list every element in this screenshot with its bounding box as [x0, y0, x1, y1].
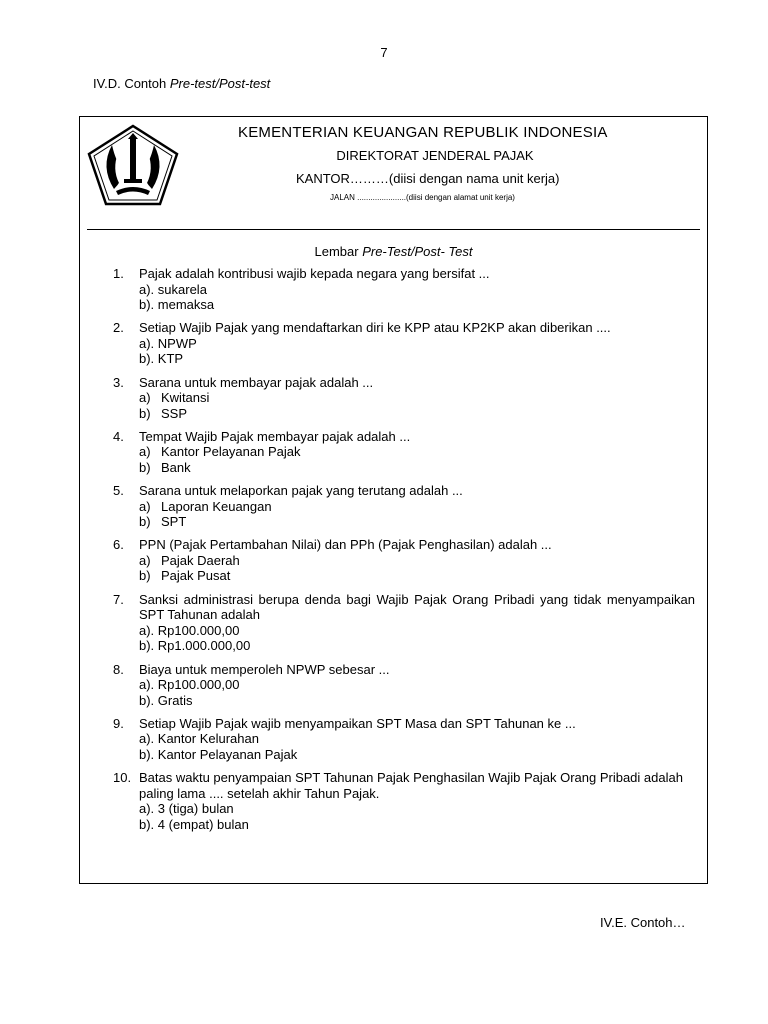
question-number: 10. — [113, 770, 132, 786]
question-text: Setiap Wajib Pajak yang mendaftarkan diri ke KPP atau KP2KP akan diberikan .... — [139, 320, 611, 336]
answer-option: a) Kwitansi — [139, 390, 210, 406]
test-sheet-frame — [79, 116, 708, 884]
question-text: Tempat Wajib Pajak membayar pajak adalah ... — [139, 428, 411, 444]
question-item — [113, 320, 695, 367]
answer-option: b). KTP — [139, 351, 184, 367]
next-section-footer: IV.E. Contoh… — [600, 915, 686, 930]
question-number: 1. — [113, 266, 124, 281]
question-item — [113, 483, 695, 530]
question-number: 2. — [113, 320, 124, 336]
question-number: 5. — [113, 483, 124, 499]
answer-option: a). Rp100.000,00 — [139, 677, 240, 693]
question-item — [113, 716, 695, 763]
question-item — [113, 662, 695, 709]
question-text: Sarana untuk membayar pajak adalah ... — [139, 374, 374, 390]
answer-option: b) Bank — [139, 459, 191, 475]
question-text: Batas waktu penyampaian SPT Tahunan Pajak Penghasilan Wajib Pajak Orang Pribadi adalah paling lama .... setelah akhir Tahun Pajak. — [139, 770, 683, 801]
answer-option: b). Gratis — [139, 692, 193, 708]
answer-option: b) SSP — [139, 405, 188, 421]
answer-option: a). NPWP — [139, 335, 197, 351]
question-text: Setiap Wajib Pajak wajib menyampaikan SPT Masa dan SPT Tahunan ke ... — [139, 715, 576, 731]
ministry-emblem-logo — [86, 123, 180, 207]
header-divider — [87, 229, 700, 230]
question-number: 3. — [113, 374, 124, 390]
answer-option: b). 4 (empat) bulan — [139, 816, 249, 832]
question-text: PPN (Pajak Pertambahan Nilai) dan PPh (Pajak Penghasilan) adalah ... — [139, 537, 552, 553]
question-list — [113, 266, 695, 840]
address-line: JALAN ......................(diisi dengan alamat unit kerja) — [330, 193, 515, 202]
answer-option: a). Rp100.000,00 — [139, 622, 240, 638]
answer-option: b). Rp1.000.000,00 — [139, 638, 251, 654]
directorate-name: DIREKTORAT JENDERAL PAJAK — [336, 148, 534, 163]
answer-option: b) SPT — [139, 514, 187, 530]
question-text: Sarana untuk melaporkan pajak yang terutang adalah ... — [139, 483, 463, 499]
answer-option: a) Laporan Keuangan — [139, 498, 272, 514]
answer-option: a) Kantor Pelayanan Pajak — [139, 444, 301, 460]
ministry-name: KEMENTERIAN KEUANGAN REPUBLIK INDONESIA — [238, 124, 608, 141]
question-number: 7. — [113, 591, 124, 607]
question-text: Sanksi administrasi berupa denda bagi Wajib Pajak Orang Pribadi yang tidak menyampaikan SPT Tahunan adalah — [139, 591, 695, 623]
answer-option: a) Pajak Daerah — [139, 552, 240, 568]
answer-option: b) Pajak Pusat — [139, 568, 231, 584]
question-number: 9. — [113, 715, 124, 731]
sheet-title: Lembar Pre-Test/Post- Test — [314, 244, 473, 259]
answer-option: a). Kantor Kelurahan — [139, 731, 259, 747]
answer-option: a). 3 (tiga) bulan — [139, 801, 234, 817]
office-line: KANTOR………(diisi dengan nama unit kerja) — [296, 171, 560, 186]
section-heading: IV.D. Contoh Pre-test/Post-test — [93, 76, 271, 91]
question-item — [113, 592, 695, 654]
question-number: 8. — [113, 661, 124, 677]
question-item — [113, 266, 695, 313]
question-text: Biaya untuk memperoleh NPWP sebesar ... — [139, 661, 390, 677]
answer-option: b). memaksa — [139, 297, 215, 312]
question-number: 4. — [113, 428, 124, 444]
answer-option: b). Kantor Pelayanan Pajak — [139, 746, 298, 762]
page-number: 7 — [380, 45, 388, 60]
question-item — [113, 375, 695, 422]
question-item — [113, 537, 695, 584]
answer-option: a). sukarela — [139, 281, 207, 297]
question-text: Pajak adalah kontribusi wajib kepada negara yang bersifat ... — [139, 266, 490, 281]
question-number: 6. — [113, 537, 124, 553]
question-item — [113, 770, 695, 832]
question-item — [113, 429, 695, 476]
